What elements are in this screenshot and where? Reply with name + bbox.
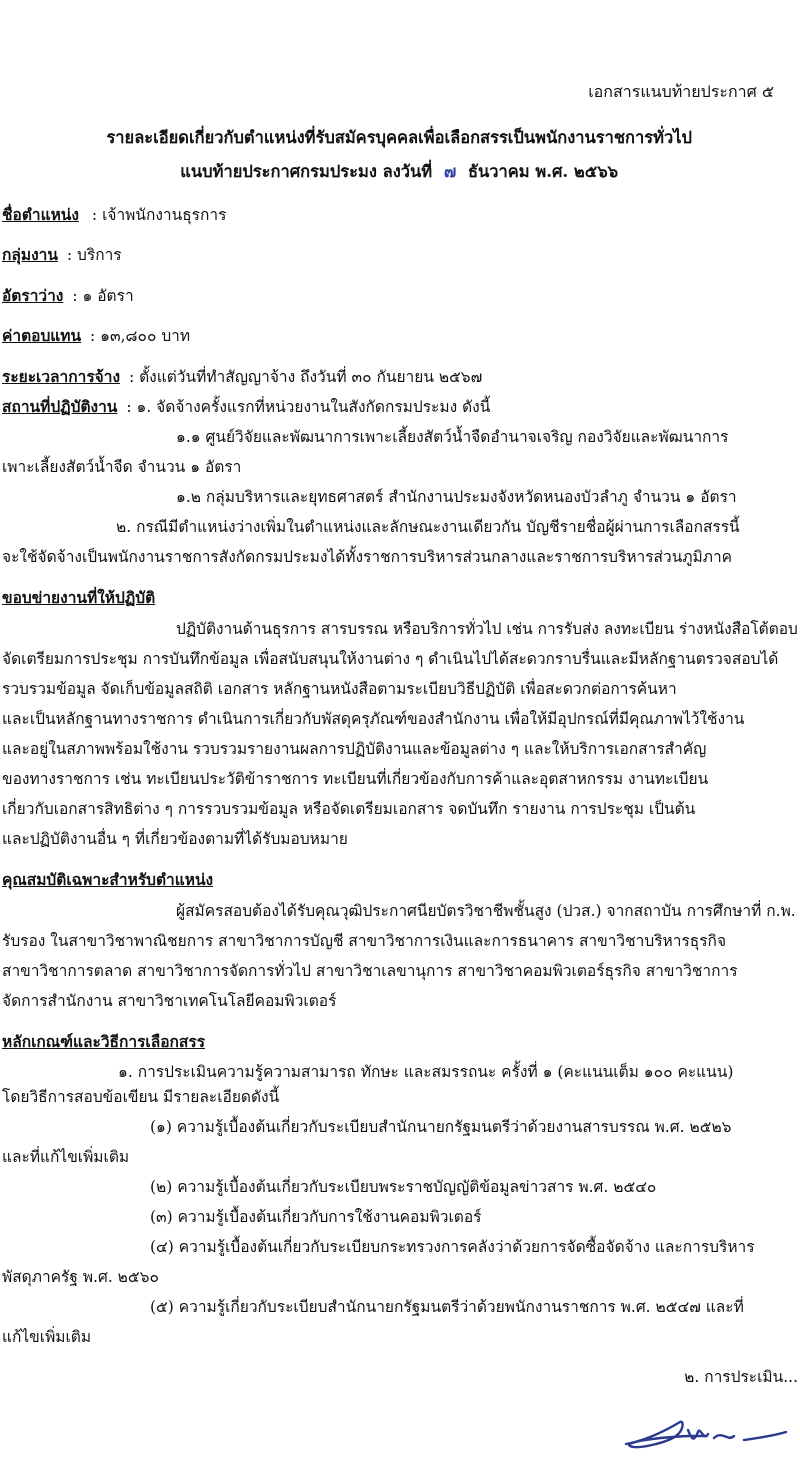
criteria-line: (๕) ความรู้เกี่ยวกับระเบียบสำนักนายกรัฐมนตรีว่าด้วยพนักงานราชการ พ.ศ. ๒๕๔๗ และที่ [150,1298,744,1316]
criteria-line: โดยวิธีการสอบข้อเขียน มีรายละเอียดดังนี้ [2,1088,280,1106]
position-row [2,206,226,225]
title-day: ๗ [443,162,457,181]
document-title-line2 [0,162,798,182]
criteria-line: (๓) ความรู้เบื้องต้นเกี่ยวกับการใช้งานคอมพิวเตอร์ [150,1208,482,1226]
qualification-line: จัดการสำนักงาน สาขาวิชาเทคโนโลยีคอมพิวเตอร์ [2,992,337,1010]
term-row [2,368,482,387]
vacancy-value: : ๑ อัตรา [72,287,134,305]
place-row [2,398,490,417]
qualification-line: ผู้สมัครสอบต้องได้รับคุณวุฒิประกาศนียบัตรวิชาชีพชั้นสูง (ปวส.) จากสถาบัน การศึกษาที่ ก.พ. [176,902,796,920]
vacancy-row [2,287,134,306]
criteria-line: ๑. การประเมินความรู้ความสามารถ ทักษะ และสมรรถนะ ครั้งที่ ๑ (คะแนนเต็ม ๑๐๐ คะแนน) [118,1063,734,1081]
group-value: : บริการ [66,246,122,264]
scope-line: เกี่ยวกับเอกสารสิทธิต่าง ๆ การรวบรวมข้อมูล หรือจัดเตรียมเอกสาร จดบันทึก รายงาน การประชุม เป็นต้น [2,800,696,818]
criteria-line: แก้ไขเพิ่มเติม [2,1328,92,1346]
term-value: : ตั้งแต่วันที่ทำสัญญาจ้าง ถึงวันที่ ๓๐ กันยายน ๒๕๖๗ [128,368,483,386]
place-value: : ๑. จัดจ้างครั้งแรกที่หน่วยงานในสังกัดกรมประมง ดังนี้ [126,398,491,416]
scope-heading: ขอบข่ายงานที่ให้ปฏิบัติ [2,588,156,607]
qualification-line: สาขาวิชาการตลาด สาขาวิชาการจัดการทั่วไป สาขาวิชาเลขานุการ สาขาวิชาคอมพิวเตอร์ธุรกิจ สาขาวิชาการ [2,962,738,980]
position-label: ชื่อตำแหน่ง [2,205,79,224]
vacancy-label: อัตราว่าง [2,286,64,305]
criteria-line: และที่แก้ไขเพิ่มเติม [2,1148,130,1166]
position-value: : เจ้าพนักงานธุรการ [91,206,227,224]
criteria-line: (๑) ความรู้เบื้องต้นเกี่ยวกับระเบียบสำนักนายกรัฐมนตรีว่าด้วยงานสารบรรณ พ.ศ. ๒๕๒๖ [150,1118,732,1136]
scope-line: และเป็นหลักฐานทางราชการ ดำเนินการเกี่ยวกับพัสดุครุภัณฑ์ของสำนักงาน เพื่อให้มีอุปกรณ์ที่มีคุณภาพไว้ใช้งาน [2,710,745,728]
place-detail-2: ๒. กรณีมีตำแหน่งว่างเพิ่มในตำแหน่งและลักษณะงานเดียวกัน บัญชีรายชื่อผู้ผ่านการเลือกสรรนี้ [116,518,740,536]
place-detail-1-2: ๑.๒ กลุ่มบริหารและยุทธศาสตร์ สำนักงานประมงจังหวัดหนองบัวลำภู จำนวน ๑ อัตรา [176,488,737,506]
place-detail-1-1: ๑.๑ ศูนย์วิจัยและพัฒนาการเพาะเลี้ยงสัตว์น้ำจืดอำนาจเจริญ กองวิจัยและพัฒนาการ [176,428,729,446]
pay-label: ค่าตอบแทน [2,326,82,345]
criteria-line: (๔) ความรู้เบื้องต้นเกี่ยวกับระเบียบกระทรวงการคลังว่าด้วยการจัดซื้อจัดจ้าง และการบริหาร [150,1238,755,1256]
place-detail-1-1-cont: เพาะเลี้ยงสัตว์น้ำจืด จำนวน ๑ อัตรา [2,458,242,476]
document-title-line1: รายละเอียดเกี่ยวกับตำแหน่งที่รับสมัครบุคคลเพื่อเลือกสรรเป็นพนักงานราชการทั่วไป [106,128,692,147]
continuation-note: ๒. การประเมิน... [684,1368,798,1386]
scope-line: รวบรวมข้อมูล จัดเก็บข้อมูลสถิติ เอกสาร หลักฐานหนังสือตามระเบียบวิธีปฏิบัติ เพื่อสะดวกต่อการค้นหา [2,680,677,698]
term-label: ระยะเวลาการจ้าง [2,367,121,386]
scope-line: และปฏิบัติงานอื่น ๆ ที่เกี่ยวข้องตามที่ได้รับมอบหมาย [2,830,348,848]
qualification-line: รับรอง ในสาขาวิชาพาณิชยการ สาขาวิชาการบัญชี สาขาวิชาการเงินและการธนาคาร สาขาวิชาบริหารธุรกิจ [2,932,727,950]
group-label: กลุ่มงาน [2,245,58,264]
title-line2-post: ธันวาคม พ.ศ. ๒๕๖๖ [467,162,619,181]
scope-line: ปฏิบัติงานด้านธุรการ สารบรรณ หรือบริการทั่วไป เช่น การรับส่ง ลงทะเบียน ร่างหนังสือโต้ตอบ [176,620,798,638]
signature-icon [618,1410,788,1462]
criteria-heading: หลักเกณฑ์และวิธีการเลือกสรร [2,1032,206,1051]
criteria-line: พัสดุภาครัฐ พ.ศ. ๒๕๖๐ [2,1268,159,1286]
group-row [2,246,122,265]
scope-line: ของทางราชการ เช่น ทะเบียนประวัติข้าราชการ ทะเบียนที่เกี่ยวข้องกับการค้าและอุตสาหกรรม งานทะเบียน [2,770,709,788]
title-line2-pre: แนบท้ายประกาศกรมประมง ลงวันที่ [180,162,433,181]
pay-row [2,327,190,346]
scope-line: และอยู่ในสภาพพร้อมใช้งาน รวบรวมรายงานผลการปฏิบัติงานและข้อมูลต่าง ๆ และให้บริการเอกสารสำคัญ [2,740,707,758]
criteria-line: (๒) ความรู้เบื้องต้นเกี่ยวกับระเบียบพระราชบัญญัติข้อมูลข่าวสาร พ.ศ. ๒๕๔๐ [150,1178,657,1196]
pay-value: : ๑๓,๘๐๐ บาท [90,327,191,345]
place-label: สถานที่ปฏิบัติงาน [2,397,118,416]
document-reference: เอกสารแนบท้ายประกาศ ๕ [588,82,774,101]
place-detail-2-cont: จะใช้จัดจ้างเป็นพนักงานราชการสังกัดกรมประมงได้ทั้งราชการบริหารส่วนกลางและราชการบริหารส่วนภูมิภาค [2,548,733,566]
qualification-heading: คุณสมบัติเฉพาะสำหรับตำแหน่ง [2,870,214,889]
scope-line: จัดเตรียมการประชุม การบันทึกข้อมูล เพื่อสนับสนุนให้งานต่าง ๆ ดำเนินไปได้สะดวกราบรื่นและมีหลักฐานตรวจสอบได้ [2,650,779,668]
